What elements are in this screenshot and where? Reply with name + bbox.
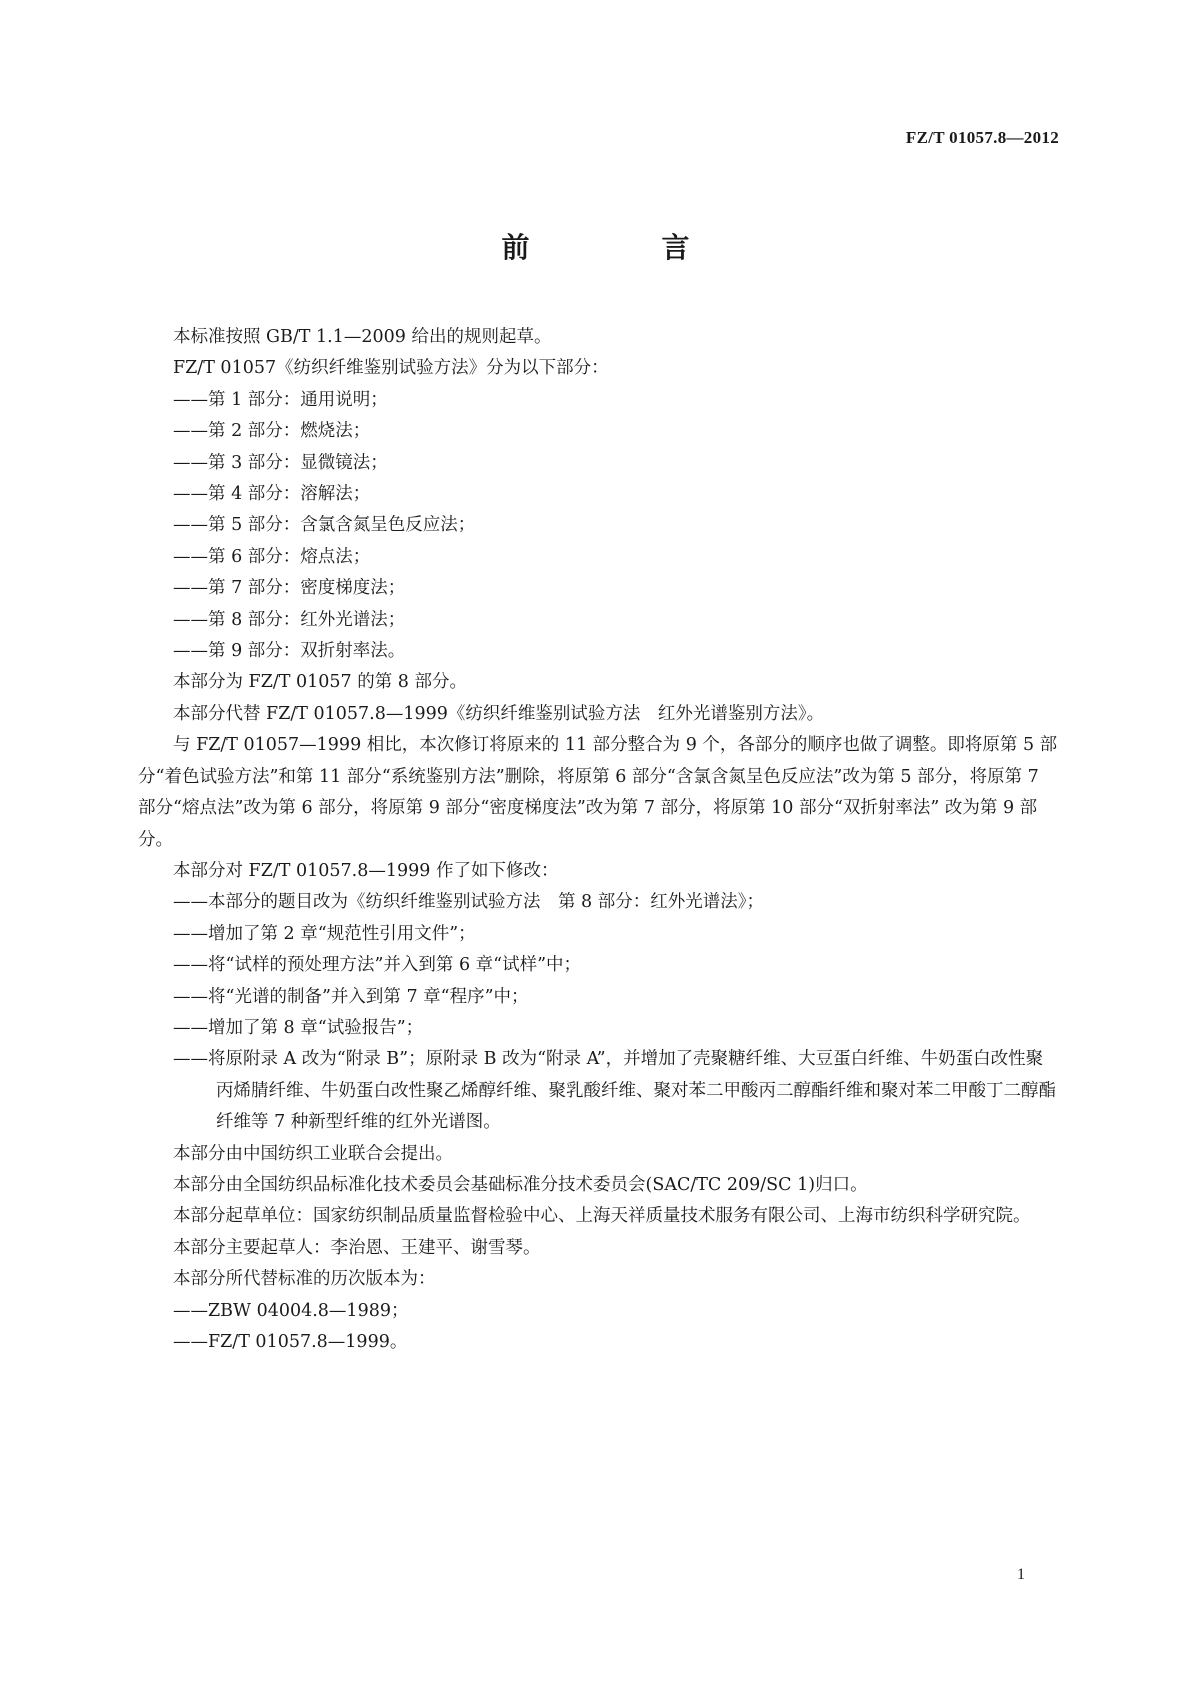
- list-item: ——增加了第 2 章“规范性引用文件”；: [173, 923, 476, 944]
- paragraph-drafting-rules: 本标准按照 GB/T 1.1—2009 给出的规则起草。: [173, 327, 552, 347]
- list-item: ——第 9 部分：双折射率法。: [173, 641, 406, 662]
- paragraph-proposer: 本部分由中国纺织工业联合会提出。: [173, 1143, 453, 1164]
- list-item: ——将原附录 A 改为“附录 B”；原附录 B 改为“附录 A”，并增加了壳聚糖纤维、大豆蛋白纤维、牛奶蛋白改性聚丙烯腈纤维、牛奶蛋白改性聚乙烯醇纤维、聚乳酸纤维、聚对苯二甲酸丙二醇酯纤维和聚对苯二甲酸丁二醇酯纤维等 7 种新型纤维的红外光谱图。: [173, 1049, 1056, 1133]
- foreword-body: [138, 322, 1058, 1358]
- list-item: ——第 2 部分：燃烧法；: [173, 421, 371, 442]
- page-number: 1: [1017, 1566, 1025, 1583]
- list-item: ——第 3 部分：显微镜法；: [173, 452, 388, 473]
- list-item: ——第 5 部分：含氯含氮呈色反应法；: [173, 515, 476, 536]
- page-title: 前 言: [501, 231, 742, 264]
- list-item: ——将“试样的预处理方法”并入到第 6 章“试样”中；: [173, 955, 582, 976]
- list-item: ——第 4 部分：溶解法；: [173, 484, 371, 505]
- list-item: ——将“光谱的制备”并入到第 7 章“程序”中；: [173, 986, 529, 1007]
- paragraph-drafters: 本部分主要起草人：李治恩、王建平、谢雪琴。: [173, 1237, 541, 1258]
- list-item: ——FZ/T 01057.8—1999。: [173, 1332, 408, 1352]
- list-item: ——第 6 部分：熔点法；: [173, 546, 371, 567]
- list-item: ——ZBW 04004.8—1989；: [173, 1300, 409, 1321]
- list-item: ——增加了第 8 章“试验报告”；: [173, 1017, 424, 1038]
- paragraph-committee: 本部分由全国纺织品标准化技术委员会基础标准分技术委员会(SAC/TC 209/SC 1)归口。: [173, 1174, 868, 1195]
- list-item: ——第 7 部分：密度梯度法；: [173, 578, 406, 599]
- paragraph-comparison: 与 FZ/T 01057—1999 相比，本次修订将原来的 11 部分整合为 9 个，各部分的顺序也做了调整。即将原第 5 部分“着色试验方法”和第 11 部分“系统鉴别方法”删除，将原第 6 部分“含氯含氮呈色反应法”改为第 5 部分，将原第 7 部分“熔点法”改为第 6 部分，将原第 9 部分“密度梯度法”改为第 7 部分，将原第 10 部分“双折射率法” 改为第 9 部分。: [138, 735, 1058, 850]
- paragraph-changes-intro: 本部分对 FZ/T 01057.8—1999 作了如下修改：: [173, 860, 559, 881]
- list-item: ——本部分的题目改为《纺织纤维鉴别试验方法 第 8 部分：红外光谱法》；: [173, 892, 765, 913]
- paragraph-replaces: 本部分代替 FZ/T 01057.8—1999《纺织纤维鉴别试验方法 红外光谱鉴别方法》。: [173, 703, 825, 724]
- list-item: ——第 1 部分：通用说明；: [173, 389, 388, 410]
- standard-code: FZ/T 01057.8—2012: [905, 128, 1059, 147]
- paragraph-part-number: 本部分为 FZ/T 01057 的第 8 部分。: [173, 672, 467, 693]
- paragraph-history-intro: 本部分所代替标准的历次版本为：: [173, 1269, 436, 1290]
- paragraph-drafting-units: 本部分起草单位：国家纺织制品质量监督检验中心、上海天祥质量技术服务有限公司、上海市纺织科学研究院。: [173, 1206, 1031, 1227]
- list-item: ——第 8 部分：红外光谱法；: [173, 609, 406, 630]
- paragraph-parts-intro: FZ/T 01057《纺织纤维鉴别试验方法》分为以下部分：: [173, 358, 609, 379]
